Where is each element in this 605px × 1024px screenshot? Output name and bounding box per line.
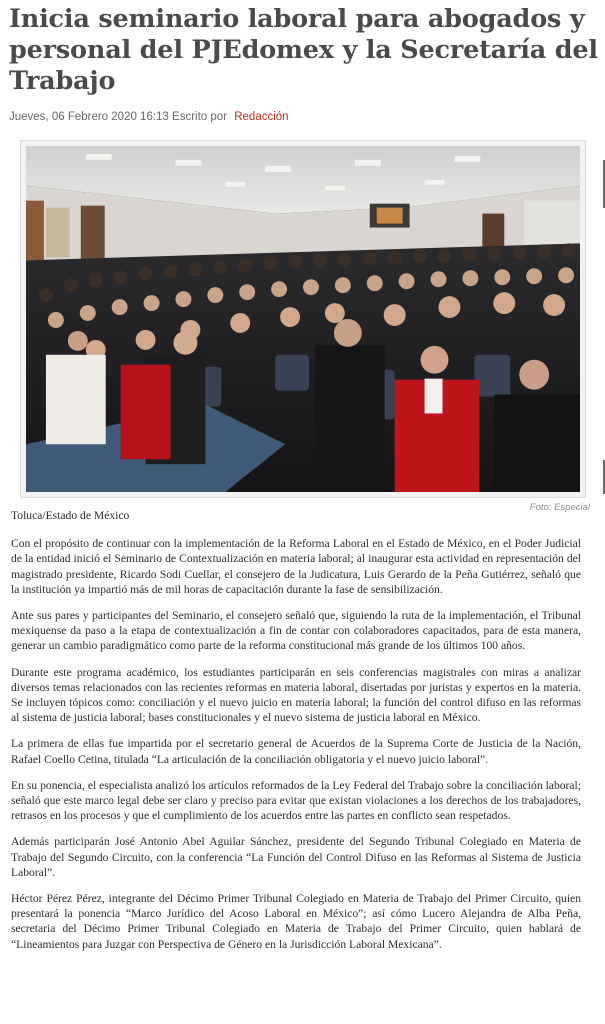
article-paragraph: Con el propósito de continuar con la implementación de la Reforma Laboral en el Estado de México, en el Poder Judicial de la entidad inició el Seminario de Contextualización en materia laboral; al inaugurar esta actividad en representación del magistrado presidente, Ricardo Sodi Cuellar, el consejero de la Judicatura, Luis Gerardo de la Peña Gutiérrez, señaló que la institución ya impartió más de mil horas de capacitación durante la fase de sensibilización. xyxy=(11,537,581,596)
auditorium-photo xyxy=(26,146,580,492)
article-paragraph: La primera de ellas fue impartida por el secretario general de Acuerdos de la Suprema Corte de Justicia de la Nación, Rafael Coello Cetina, titulada “La articulación de la conciliación obligatoria y el nuevo juicio laboral”. xyxy=(11,737,581,766)
publish-date: Jueves, 06 Febrero 2020 16:13 xyxy=(9,111,169,123)
article-title: Inicia seminario laboral para abogados y personal del PJEdomex y la Secretaría del Trabajo xyxy=(9,4,598,96)
written-by-label: Escrito por xyxy=(172,111,228,123)
author-link[interactable]: Redacción xyxy=(234,111,289,123)
article-location: Toluca/Estado de México xyxy=(11,509,130,522)
article-meta xyxy=(9,111,289,123)
article-paragraph: Durante este programa académico, los estudiantes participarán en seis conferencias magistrales con miras a analizar diversos temas relacionados con las recientes reformas en materia laboral, disertadas por juristas y expertos en la materia. Se incluyen tópicos como: conciliación y el nuevo juicio en materia laboral; la función del control difuso en las reformas al sistema de justicia laboral; bases constitucionales y el nuevo sistema de justicia laboral en México. xyxy=(11,665,581,725)
article-photo xyxy=(20,140,586,498)
article-paragraph: Ante sus pares y participantes del Seminario, el consejero señaló que, siguiendo la ruta de la implementación, el Tribunal mexiquense da paso a la etapa de contextualización a fin de contar con colaboradores capacitados, para de esta manera, generar un cambio paradigmático como parte de la reforma constitucional más grande de los últimos 100 años. xyxy=(11,609,581,653)
article-paragraph: Héctor Pérez Pérez, integrante del Décimo Primer Tribunal Colegiado en Materia de Trabajo del Primer Circuito, quien presentará la ponencia “Marco Jurídico del Acoso Laboral en México”; así cómo Lucero Alejandra de Alba Peña, secretaria del Décimo Primer Tribunal Colegiado en Materia de Trabajo del Primer Circuito, quien hablará de “Lineamientos para Juzgar con Perspectiva de Género en la Jurisdicción Laboral Mexicana”. xyxy=(11,892,581,951)
article-body xyxy=(11,508,581,963)
article-paragraph: En su ponencia, el especialista analizó los artículos reformados de la Ley Federal del Trabajo sobre la conciliación laboral; señaló que este marco legal debe ser claro y preciso para evitar que existan violaciones a los derechos de los trabajadores, retrasos en los procesos y que el cumplimiento de los acuerdos entre las partes en conflicto sean respetados. xyxy=(11,778,581,823)
article-paragraph: Además participarán José Antonio Abel Aguilar Sánchez, presidente del Segundo Tribunal Colegiado en Materia de Trabajo del Segundo Circuito, con la conferencia “La Función del Control Difuso en las Reformas al Sistema de Justicia Laboral”. xyxy=(11,835,581,879)
photo-credit: Foto: Especial xyxy=(529,502,590,513)
